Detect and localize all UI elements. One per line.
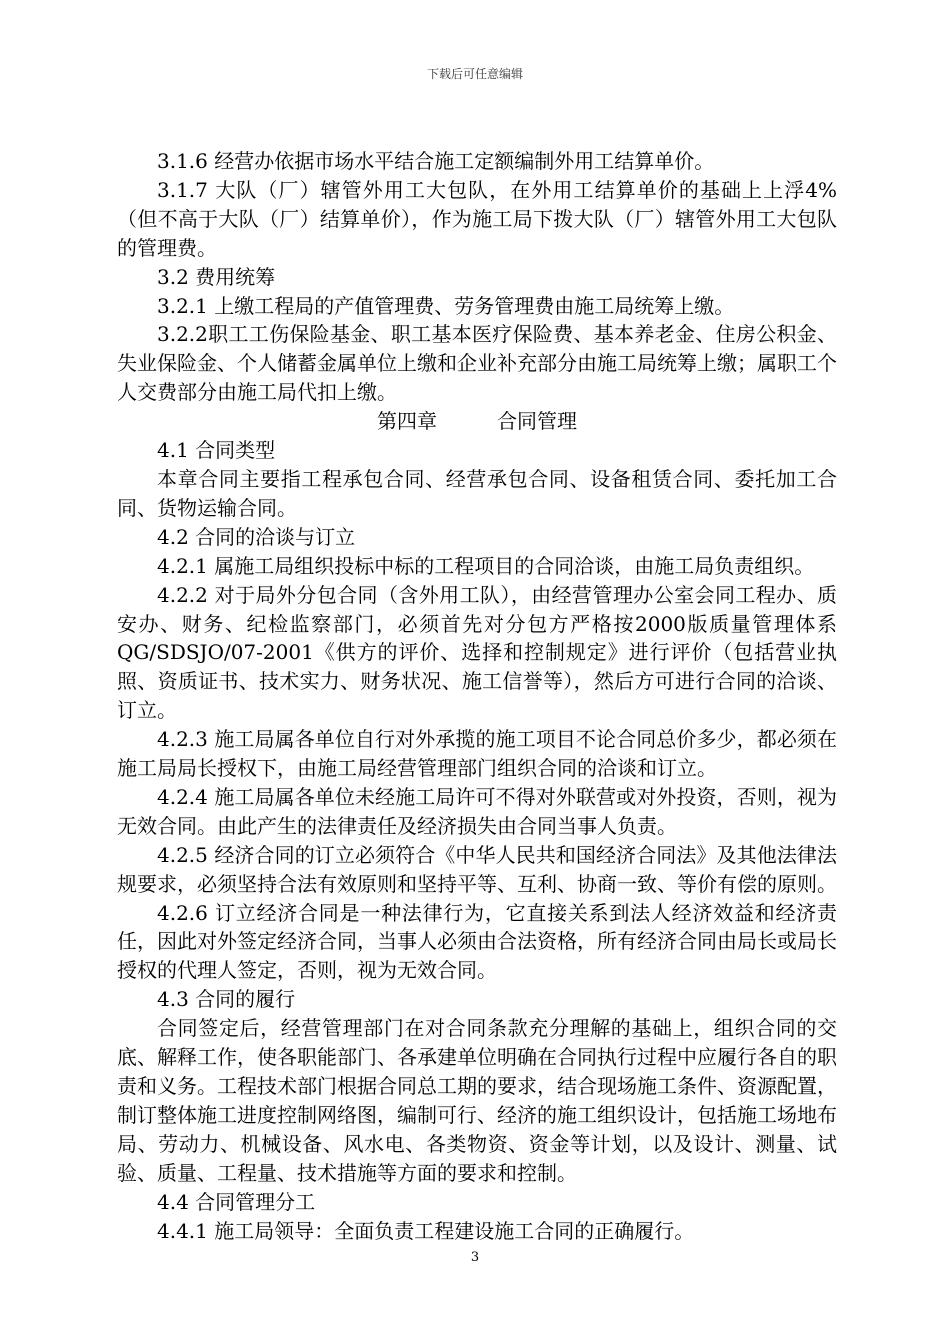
paragraph-4-2-3: 4.2.3 施工局属各单位自行对外承揽的施工项目不论合同总价多少，都必须在施工局局长授权下，由施工局经营管理部门组织合同的洽谈和订立。 <box>117 727 837 781</box>
paragraph-3-1-6: 3.1.6 经营办依据市场水平结合施工定额编制外用工结算单价。 <box>157 149 715 173</box>
paragraph-4-1-body: 本章合同主要指工程承包合同、经营承包合同、设备租赁合同、委托加工合同、货物运输合同。 <box>117 466 837 520</box>
paragraph-4-2-2: 4.2.2 对于局外分包合同（含外用工队），由经营管理办公室会同工程办、质安办、财务、纪检监察部门，必须首先对分包方严格按2000版质量管理体系QG/SDSJO/07-2001《供方的评价、选择和控制规定》进行评价（包括营业执照、资质证书、技术实力、财务状况、施工信誉等），然后方可进行合同的洽谈、订立。 <box>117 582 837 723</box>
paragraph-4-2-6: 4.2.6 订立经济合同是一种法律行为，它直接关系到法人经济效益和经济责任，因此对外签定经济合同，当事人必须由合法资格，所有经济合同由局长或局长授权的代理人签定，否则，视为无效合同。 <box>117 900 837 983</box>
page-number: 3 <box>470 1250 480 1265</box>
chapter-title: 第四章 合同管理 <box>377 409 577 434</box>
paragraph-4-2-5: 4.2.5 经济合同的订立必须符合《中华人民共和国经济合同法》及其他法律法规要求，必须坚持合法有效原则和坚持平等、互利、协商一致、等价有偿的原则。 <box>117 842 837 896</box>
document-body <box>117 147 837 1245</box>
paragraph-4-3-body: 合同签定后，经营管理部门在对合同条款充分理解的基础上，组织合同的交底、解释工作，使各职能部门、各承建单位明确在合同执行过程中应履行各自的职责和义务。工程技术部门根据合同总工期的要求，结合现场施工条件、资源配置，制订整体施工进度控制网络图，编制可行、经济的施工组织设计，包括施工场地布局、劳动力、机械设备、风水电、各类物资、资金等计划，以及设计、测量、试验、质量、工程量、技术措施等方面的要求和控制。 <box>117 1016 837 1185</box>
section-heading-4-1: 4.1 合同类型 <box>157 438 276 463</box>
paragraph-3-2-2: 3.2.2职工工伤保险基金、职工基本医疗保险费、基本养老金、住房公积金、失业保险金、个人储蓄金属单位上缴和企业补充部分由施工局统筹上缴；属职工个人交费部分由施工局代扣上缴。 <box>117 322 837 405</box>
page-header: 下载后可任意编辑 <box>426 67 523 81</box>
section-heading-3-2: 3.2 费用统筹 <box>157 264 276 289</box>
paragraph-4-4-1: 4.4.1 施工局领导：全面负责工程建设施工合同的正确履行。 <box>157 1218 695 1243</box>
paragraph-3-2-1: 3.2.1 上缴工程局的产值管理费、劳务管理费由施工局统筹上缴。 <box>157 293 735 318</box>
paragraph-3-1-7: 3.1.7 大队（厂）辖管外用工大包队，在外用工结算单价的基础上上浮4%（但不高于大队（厂）结算单价），作为施工局下拨大队（厂）辖管外用工大包队的管理费。 <box>117 177 837 260</box>
paragraph-4-2-4: 4.2.4 施工局属各单位未经施工局许可不得对外联营或对外投资，否则，视为无效合同。由此产生的法律责任及经济损失由合同当事人负责。 <box>117 784 837 838</box>
paragraph-4-2-1: 4.2.1 属施工局组织投标中标的工程项目的合同洽谈，由施工局负责组织。 <box>157 553 815 578</box>
section-heading-4-3: 4.3 合同的履行 <box>157 987 296 1012</box>
section-heading-4-2: 4.2 合同的洽谈与订立 <box>157 524 356 549</box>
section-heading-4-4: 4.4 合同管理分工 <box>157 1189 316 1214</box>
